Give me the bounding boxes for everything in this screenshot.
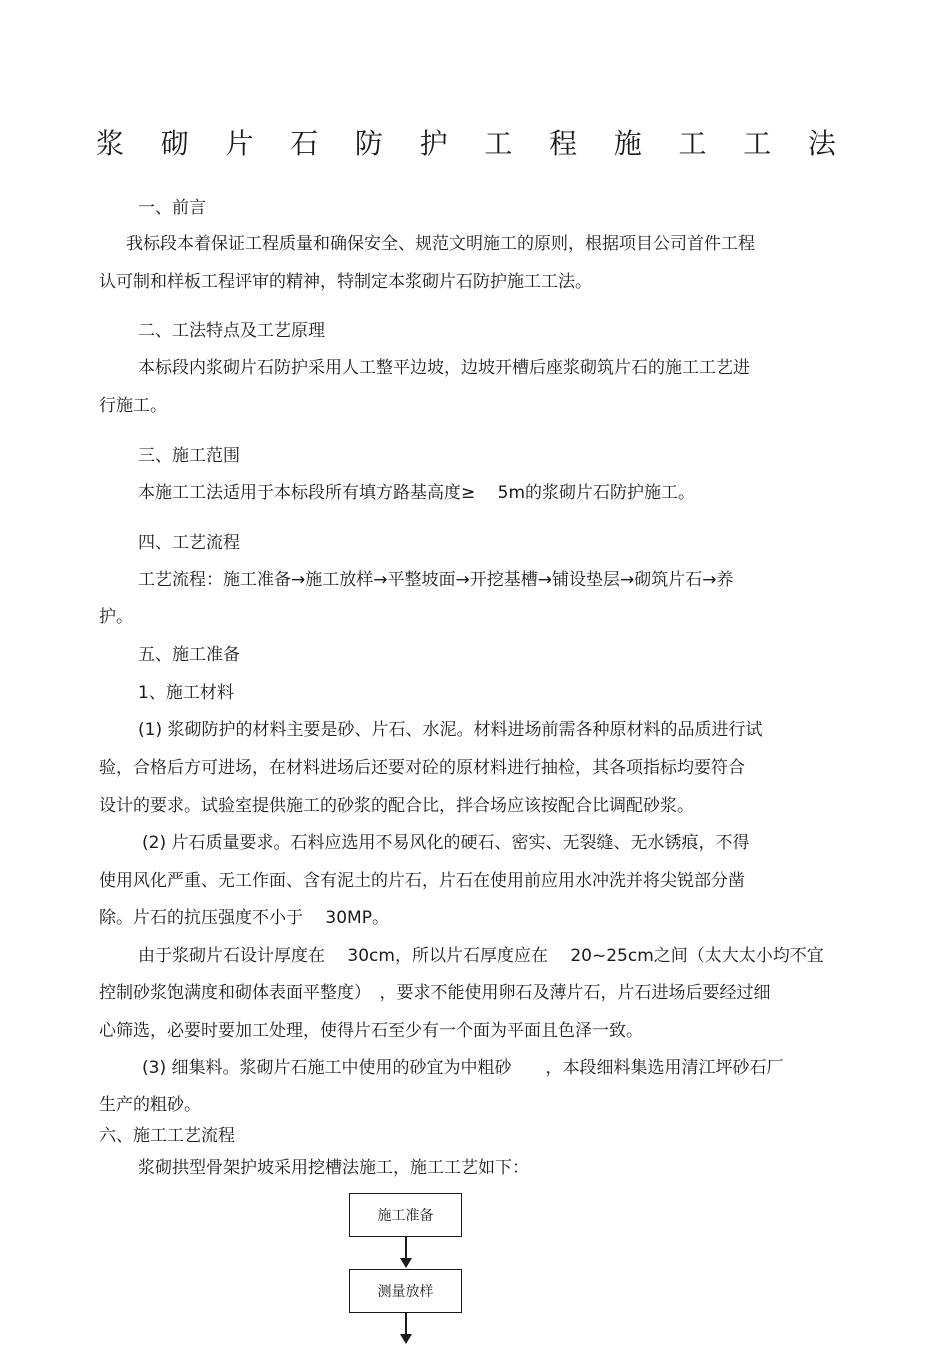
heading-process: 四、工艺流程 [138, 533, 240, 553]
body-line: 设计的要求。试验室提供施工的砂浆的配合比，拌合场应该按配合比调配砂浆。 [99, 796, 694, 816]
subheading-materials: 1、施工材料 [138, 683, 234, 703]
heading-workflow: 六、施工工艺流程 [99, 1126, 235, 1146]
body-line: 行施工。 [99, 396, 167, 416]
title-char: 工 [743, 127, 772, 160]
title-char: 防 [354, 127, 383, 160]
title-char: 工 [678, 127, 707, 160]
title-char: 程 [549, 127, 578, 160]
title-char: 工 [484, 127, 513, 160]
title-char: 砌 [160, 127, 189, 160]
body-line: 由于浆砌片石设计厚度在 30cm，所以片石厚度应在 20~25cm之间（太大太小均不宜 [138, 946, 824, 966]
heading-features: 二、工法特点及工艺原理 [138, 321, 325, 341]
title-char: 浆 [96, 127, 125, 160]
heading-scope: 三、施工范围 [138, 446, 240, 466]
flow-box-preparation [349, 1193, 462, 1237]
body-line: 护。 [99, 607, 133, 627]
title-char: 石 [290, 127, 319, 160]
heading-preparation: 五、施工准备 [138, 645, 240, 665]
flow-box-label: 测量放样 [377, 1284, 434, 1300]
flow-arrow-line [405, 1313, 407, 1335]
body-line: 生产的粗砂。 [99, 1095, 201, 1115]
flow-arrow-line [405, 1237, 407, 1259]
flow-arrow-head [400, 1258, 412, 1268]
title-char: 施 [613, 127, 642, 160]
body-line: 本标段内浆砌片石防护采用人工整平边坡，边坡开槽后座浆砌筑片石的施工工艺进 [138, 358, 750, 378]
body-line: (3) 细集料。浆砌片石施工中使用的砂宜为中粗砂 ，本段细料集选用清江坪砂石厂 [142, 1058, 784, 1078]
body-line: 我标段本着保证工程质量和确保安全、规范文明施工的原则，根据项目公司首件工程 [126, 234, 755, 254]
body-line: 工艺流程：施工准备→施工放样→平整坡面→开挖基槽→铺设垫层→砌筑片石→养 [138, 570, 734, 590]
body-line: 控制砂浆饱满度和砌体表面平整度） ，要求不能使用卵石及薄片石，片石进场后要经过细 [99, 983, 771, 1003]
document-title [96, 122, 836, 162]
body-line: 验，合格后方可进场，在材料进场后还要对砼的原材料进行抽检，其各项指标均要符合 [99, 758, 745, 778]
title-char: 法 [807, 127, 836, 160]
body-line: 除。片石的抗压强度不小于 30MP。 [99, 908, 389, 928]
flow-box-label: 施工准备 [377, 1208, 434, 1224]
body-line: 认可制和样板工程评审的精神，特制定本浆砌片石防护施工工法。 [99, 272, 592, 292]
heading-preface: 一、前言 [138, 198, 206, 218]
flow-arrow-head [400, 1334, 412, 1344]
body-line: (1) 浆砌防护的材料主要是砂、片石、水泥。材料进场前需各种原材料的品质进行试 [138, 720, 763, 740]
flow-box-survey [349, 1269, 462, 1313]
title-char: 护 [419, 127, 448, 160]
body-line: 浆砌拱型骨架护坡采用挖槽法施工，施工工艺如下： [138, 1158, 529, 1178]
body-line: 使用风化严重、无工作面、含有泥土的片石，片石在使用前应用水冲洗并将尖锐部分凿 [99, 871, 745, 891]
title-char: 片 [225, 127, 254, 160]
body-line: 本施工工法适用于本标段所有填方路基高度≥ 5m的浆砌片石防护施工。 [138, 483, 696, 503]
body-line: (2) 片石质量要求。石料应选用不易风化的硬石、密实、无裂缝、无水锈痕，不得 [142, 833, 750, 853]
body-line: 心筛选，必要时要加工处理，使得片石至少有一个面为平面且色泽一致。 [99, 1021, 643, 1041]
